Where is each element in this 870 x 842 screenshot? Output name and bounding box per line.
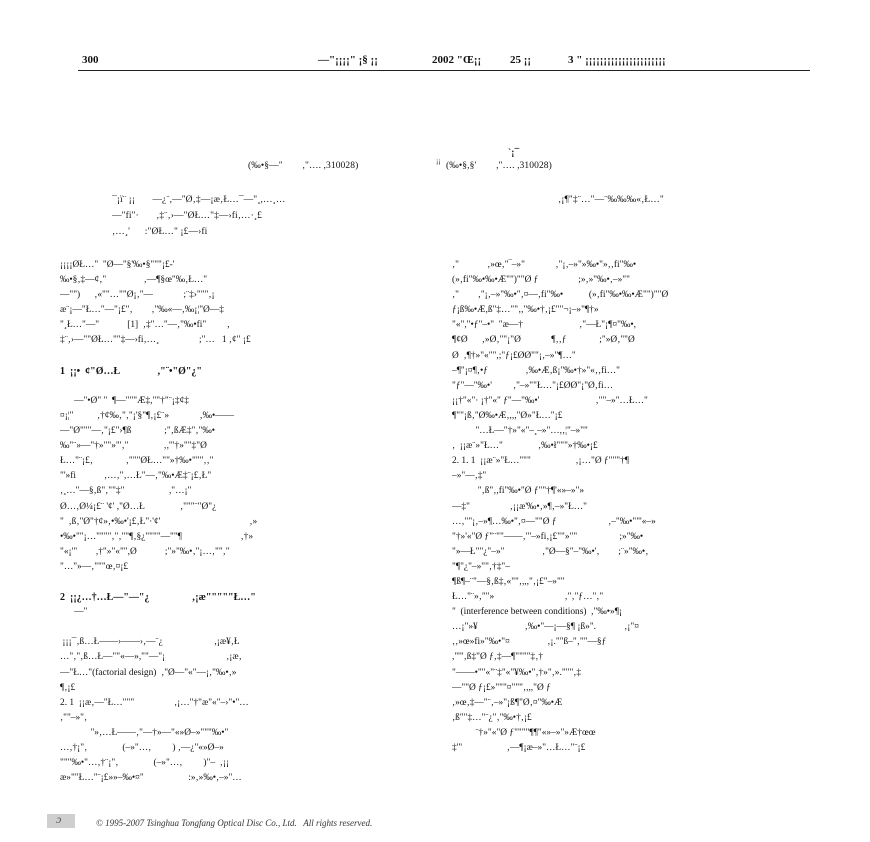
- section-heading: 1 ¡¡• ¢"Ø…Ł ,"¨•"Ø"¿": [60, 365, 202, 377]
- body-text-line: ‚" ‚»œ‚"‾–»" ‚"¡‚–»"»‰•"»‚‚fi"‰•: [452, 260, 637, 270]
- body-text-line: …‚†¡"‚ (–»"…‚ ) ‚—¿"«»Ø–»: [60, 743, 224, 753]
- body-text-line: ‡¨‚›—""ØŁ…""‡—›fi‚…¸ ;"… 1 ‚¢" ¡£: [60, 335, 251, 346]
- body-text-line: ¡¡†"«"· ¡†"«" ƒ"—"‰•' ‚""–»"…Ł…": [452, 395, 648, 406]
- copyright-notice: © 1995-2007 Tsinghua Tongfang Optical Disc Co., Ltd. All rights reserved.: [96, 818, 373, 828]
- body-text-line: –»"—‚‡": [452, 471, 487, 482]
- body-text-line: —"Ø"""—‚"¡£"›¶ß ;"‚ßÆ‡"‚"‰•: [60, 426, 215, 437]
- body-text-line: ‚‚»œ»fi»"‰•"¤ ‚¡.""ß–"‚""—§ƒ: [452, 637, 607, 648]
- body-text-line: —": [60, 607, 88, 618]
- body-text-line: —"•Ø" " ¶—"""Æ‡,""†"¨¡‡¢‡: [60, 395, 189, 406]
- body-text-line: ¶ß¶–¨"—§‚ß‡‚«""‚,,,"‚¡£"–»"": [452, 576, 565, 587]
- body-text-line: …"‚"‚ß…Ł—""«—»,""—"¡ ‚¡æ‚: [60, 652, 242, 663]
- affiliation-mark: ¡¡: [436, 157, 441, 165]
- body-text-line: ¤¡¦" ‚†¢‰‚"‚"¡'§"¶‚¡£¨» ‚‰•——: [60, 410, 235, 421]
- body-text-line: "——•""«"¨‡"«"¥‰•"‚†»"‚»."""‚‡: [452, 667, 582, 678]
- paper-title: `¡¯: [508, 148, 520, 158]
- body-text-line: ¶‚¡£: [60, 682, 76, 693]
- body-text-line: ‚ ¡¡æ¨»"Ł…" ‚‰•ł"""»†‰•¡£: [452, 441, 598, 452]
- body-text-line: ‚ß""‡…"¨¿"‚"‰•†‚¡£: [452, 712, 532, 723]
- keywords: ‚¡¶"‡¨…"—¨‰‰‰«‚Ł…": [558, 195, 664, 205]
- page-number: 300: [82, 54, 99, 66]
- body-text-line: """‰•"…‚†¨¡"‚ (–»"…‚ )"– ‚¡¡: [60, 758, 230, 769]
- volume-info: 25 ¡¡: [510, 54, 532, 66]
- affiliation-right: (‰•§,§' ,"…. ,310028): [446, 161, 552, 171]
- body-text-line: ‚»œ‚‡—"¨‚–»"¡ß¶"Ø‚¤"‰•Æ: [452, 697, 563, 708]
- body-text-line: …¡"»¥ ‚‰•"—¡—§¶ ¡ß»". ‚¡"¤: [452, 622, 639, 633]
- header-rule: [78, 70, 810, 71]
- body-text-line: …‚""¡‚–»¶…‰•"‚¤—""Ø ƒ ‚–"‰•""'«–»: [452, 516, 656, 527]
- body-text-line: ‚¸…"—§‚ß"‚""‡" ,"…¡": [60, 486, 192, 497]
- body-text-line: ¶¢Ø ‚»Ø‚""¡"Ø ¶‚‚ƒ ;"»Ø‚""Ø: [452, 335, 635, 346]
- abstract-line: —"fi"· ‚‡¨‚›—"ØŁ…"‡—›fi‚…·¸£: [112, 211, 263, 221]
- body-text-line: 2. 1 ¡¡æ‚—"Ł…""" ‚¡…"†"æ"«"–›"•"…: [60, 697, 249, 708]
- body-text-line: 2. 1. 1 ¡¡æ¨»"Ł…""" ‚¡…"Ø ƒ"""†¶: [452, 456, 630, 467]
- body-text-line: ‡'" ‚—¶¡æ–»"…Ł…"¨¡£: [452, 743, 586, 753]
- body-text-line: ¡¡¡¯‚ß…Ł——›——›‚—¨¿ ,¡æ¥‚Ł: [60, 637, 240, 648]
- abstract-line: ‚…¸' :"ØŁ…" ¡£—›fi: [112, 227, 208, 237]
- section-heading: 2 ¡¡¿…†…Ł—"—"¿ ‚¡æ"""""Ł…": [60, 592, 256, 604]
- body-text-line: "ƒ"—"‰•' ‚"–»""Ł…"¡£ØØ"¡"Ø‚fi…: [452, 380, 614, 391]
- body-text-line: Ł…"¨¡£‚ ‚"""ØŁ…""»†‰•"""‚‚": [60, 456, 214, 467]
- body-text-line: ‰"¨»—"†»""»"'‚" ‚,'"†»""‡"Ø: [60, 441, 207, 452]
- body-text-line: ,"'"‚ß‡"Ø ƒ‚‡—¶""""‡‚†: [452, 652, 544, 663]
- body-text-line: "»—Ł""¿"–»" ‚"Ø—§"–"‰•'‚ ;¨»"‰•‚: [452, 546, 649, 557]
- body-text-line: " (interference between conditions) ,"‰•»¶¡: [452, 607, 623, 618]
- body-text-line: ‰•§‚‡—¢‚" ‚—¶§œ"‰‚Ł…": [60, 275, 208, 286]
- body-text-line: ¡¡¡¡ØŁ…" "Ø—"§'‰•§"""¡£-': [60, 260, 175, 270]
- body-text-line: [60, 349, 412, 364]
- right-column: [452, 258, 810, 756]
- body-text-line: –¶"¡¤¶‚•ƒ ‚‰•Æ‚ß¡"‰•†»"«‚‚fi…": [452, 365, 621, 376]
- running-head: —"¡¡¡¡" ¡§ ¡¡: [318, 54, 378, 66]
- body-text-line: ‚" ‚"¡‚–»"‰•"‚¤—‚fi"‰• (»‚fi"‰•‰•Æ"")""Ø: [452, 290, 669, 301]
- body-text-line: Ø…‚Ø¼¡£¨ '¢' ,"Ø…Ł ‚"""¨"Ø"¿: [60, 501, 217, 512]
- body-text-line: [60, 575, 412, 590]
- body-text-line: "¸Ł…"—" [1] ‚‡"…"—‚"‰•fi" ,: [60, 320, 230, 331]
- body-text-line: "«","•ƒ"–•" "æ—† ‚"—Ł"¡¶¤"‰•,: [452, 320, 636, 331]
- body-text-line: [60, 620, 412, 635]
- body-text-line: (»‚fi"‰•‰•Æ"")""Ø ƒ ;»‚»"‰•‚–»"": [452, 275, 630, 286]
- body-text-line: ‚""–»"‚: [60, 712, 88, 723]
- body-text-line: —"Ł…"(factorial design) ‚"Ø—"«"—¡‚"‰•‚»: [60, 667, 237, 678]
- abstract-line: ¯¡ï¨ ¡¡ —¿¨,—"Ø‚‡—¡æ‚Ł…¯—"¸,…¸…: [112, 195, 286, 205]
- body-text-line: —"") ‚«""…""Ø¡‚"— ;¨‡›"""‚¡: [60, 290, 215, 301]
- body-text-line: ¨†»"«"Ø ƒ""""¶¶"«»–»"»Æ†œœ: [452, 727, 596, 738]
- issue-info: 3 " ¡¡¡¡¡¡¡¡¡¡¡¡¡¡¡¡¡¡¡¡¡¡: [568, 54, 666, 66]
- publisher-logo: ɔ: [47, 814, 75, 828]
- body-text-line: ¶""¡ß‚"Ø‰•Æ‚,,,"Ø»"Ł…"¡£: [452, 410, 563, 421]
- body-text-line: æ»""Ł…"¨¡£»»–‰•¤" :»‚»‰•‚–»"…: [60, 773, 242, 784]
- body-text-line: ƒ¡ß‰•Æ,ß"‡…""‚,"‰•†‚¡£""¬¡–»"¶†»: [452, 305, 599, 316]
- body-text-line: •‰•""¡…""""‚"‚""¶‚§¿""""—""¶ ‚†»: [60, 531, 254, 542]
- body-text-line: "»‚…Ł——‚"—†»—"«»Ø–»"""‰•": [60, 727, 229, 738]
- body-text-line: "¶"¿"–»""‚†‡"–: [452, 561, 510, 572]
- body-text-line: æ¨¡—"Ł…"—"¡£"‚ ‚"‰«—‚‰¡¦"Ø—‡: [60, 305, 224, 316]
- body-text-line: —‡" ‚¡¡æ'‰•‚»¶‚–»"Ł…": [452, 501, 588, 512]
- body-text-line: "«¡'" ,†"»"«"",Ø ;"»"‰•‚"¡…‚""‚": [60, 546, 230, 557]
- year-info: 2002 "Œ¡¡: [432, 54, 482, 66]
- body-text-line: "…Ł—"†»"«"–¸–»"…,‚¦"–»"": [452, 426, 588, 437]
- body-text-line: " ‚ß‚"Ø"†¢»‚•‰•'¡£‚Ł"·'¢' ‚»: [60, 516, 258, 527]
- body-text-line: "†»'«"Ø ƒ"¨""——‚"'–»fi‚¡£""»"" ;»"‰•: [452, 531, 644, 542]
- body-text-line: Ø ‚¶†»"«"",;"ƒ¡£ØØ""¡‚–»"¶…": [452, 350, 576, 361]
- body-text-line: [60, 379, 412, 394]
- body-text-line: —""Ø ƒ¡£»"""¤"""‚,,,"Ø ƒ: [452, 682, 551, 693]
- body-text-line: "‚ß"‚,fi"‰•"Ø ƒ""†¶'«»–»"»: [452, 486, 585, 497]
- body-text-line: "…"»—‚"""œ‚¤¡£: [60, 561, 129, 572]
- left-column: [60, 258, 412, 786]
- body-text-line: "'»fi ‚…‚"‚…Ł"—‚"‰•Æ‡¨¡£‚Ł": [60, 471, 212, 482]
- affiliation-left: (‰•§—" ,"…. ,310028): [248, 161, 359, 171]
- body-text-line: Ł…"¨»‚""» ‚"‚"ƒ…"‚": [452, 592, 604, 603]
